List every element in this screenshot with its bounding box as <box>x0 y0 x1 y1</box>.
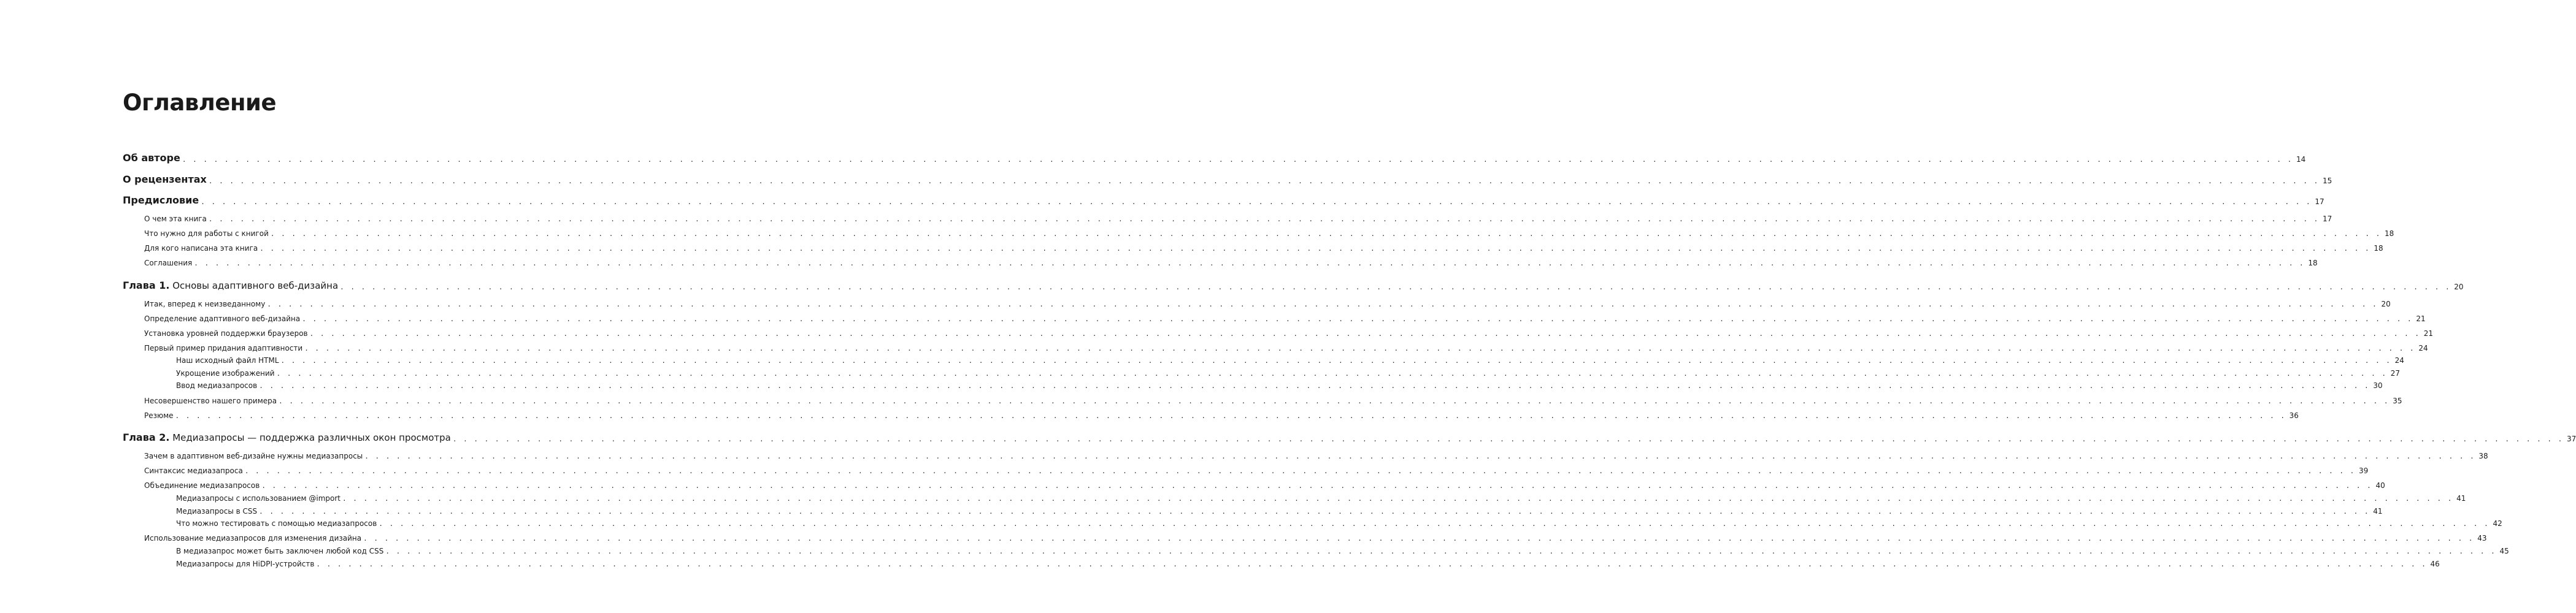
toc-entry-title: Что нужно для работы с книгой <box>144 229 269 238</box>
toc-entry-title: Определение адаптивного веб-дизайна <box>144 314 301 323</box>
chapter-title: Основы адаптивного веб-дизайна <box>172 280 339 291</box>
toc-entry[interactable] <box>176 489 2466 503</box>
toc-entry[interactable] <box>176 555 2440 568</box>
dot-leader: . . . . . . . . . . . . . . . . . . . . . . . . . . . . . . . . . . . . . . . . . . . . . . . . . . . . . . . . . . . . . . . . . . . . . . . . . . . . . . . . . . . . . . . . . . . . . . . . . . . . . . . . . . . . . . . . . . . . . . . . . . . . . . . . . . . . . . . . . . . . . . . . . . . . . . . . . . . . . . . . . . . . . . . . . . . . . . . . . . . . . . . . . . . . . . . . . . . . . . . . <box>364 452 2475 460</box>
dot-leader: . . . . . . . . . . . . . . . . . . . . . . . . . . . . . . . . . . . . . . . . . . . . . . . . . . . . . . . . . . . . . . . . . . . . . . . . . . . . . . . . . . . . . . . . . . . . . . . . . . . . . . . . . . . . . . . . . . . . . . . . . . . . . . . . . . . . . . . . . . . . . . . . . . . . . . . . . . . . . . . . . . . . . . . . . . . . . . . . . . . . . . . . . . . . . . . . . . . . . . . . <box>259 382 2370 390</box>
toc-entry-title: Зачем в адаптивном веб-дизайне нужны медиазапросы <box>144 452 363 460</box>
toc-entry[interactable] <box>144 406 2299 420</box>
page-number: 43 <box>2477 534 2487 543</box>
dot-leader: . . . . . . . . . . . . . . . . . . . . . . . . . . . . . . . . . . . . . . . . . . . . . . . . . . . . . . . . . . . . . . . . . . . . . . . . . . . . . . . . . . . . . . . . . . . . . . . . . . . . . . . . . . . . . . . . . . . . . . . . . . . . . . . . . . . . . . . . . . . . . . . . . . . . . . . . . . . . . . . . . . . . . . . . . . . . . . . . . . . . . . . . . . . . . . . . . . . . . . . . <box>259 508 2370 516</box>
toc-entry-title: О чем эта книга <box>144 215 207 223</box>
toc-chapter[interactable] <box>123 430 2576 443</box>
toc-entry-title: Объединение медиазапросов <box>144 481 260 490</box>
dot-leader: . . . . . . . . . . . . . . . . . . . . . . . . . . . . . . . . . . . . . . . . . . . . . . . . . . . . . . . . . . . . . . . . . . . . . . . . . . . . . . . . . . . . . . . . . . . . . . . . . . . . . . . . . . . . . . . . . . . . . . . . . . . . . . . . . . . . . . . . . . . . . . . . . . . . . . . . . . . . . . . . . . . . . . . . . . . . . . . . . . . . . . . . . . . . . . . . . . . . . . . . <box>280 357 2391 365</box>
toc-entry[interactable] <box>144 529 2487 543</box>
dot-leader: . . . . . . . . . . . . . . . . . . . . . . . . . . . . . . . . . . . . . . . . . . . . . . . . . . . . . . . . . . . . . . . . . . . . . . . . . . . . . . . . . . . . . . . . . . . . . . . . . . . . . . . . . . . . . . . . . . . . . . . . . . . . . . . . . . . . . . . . . . . . . . . . . . . . . . . . . . . . . . . . . . . . . . . . . . . . . . . . . . . . . . . . . . . . . . . . . . . . . . . . <box>182 156 2293 164</box>
dot-leader: . . . . . . . . . . . . . . . . . . . . . . . . . . . . . . . . . . . . . . . . . . . . . . . . . . . . . . . . . . . . . . . . . . . . . . . . . . . . . . . . . . . . . . . . . . . . . . . . . . . . . . . . . . . . . . . . . . . . . . . . . . . . . . . . . . . . . . . . . . . . . . . . . . . . . . . . . . . . . . . . . . . . . . . . . . . . . . . . . . . . . . . . . . . . . . . . . . . . . . . . <box>261 482 2372 490</box>
dot-leader: . . . . . . . . . . . . . . . . . . . . . . . . . . . . . . . . . . . . . . . . . . . . . . . . . . . . . . . . . . . . . . . . . . . . . . . . . . . . . . . . . . . . . . . . . . . . . . . . . . . . . . . . . . . . . . . . . . . . . . . . . . . . . . . . . . . . . . . . . . . . . . . . . . . . . . . . . . . . . . . . . . . . . . . . . . . . . . . . . . . . . . . . . . . . . . . . . . . . . . . . <box>276 370 2387 378</box>
toc-entry[interactable] <box>144 339 2428 352</box>
dot-leader: . . . . . . . . . . . . . . . . . . . . . . . . . . . . . . . . . . . . . . . . . . . . . . . . . . . . . . . . . . . . . . . . . . . . . . . . . . . . . . . . . . . . . . . . . . . . . . . . . . . . . . . . . . . . . . . . . . . . . . . . . . . . . . . . . . . . . . . . . . . . . . . . . . . . . . . . . . . . . . . . . . . . . . . . . . . . . . . . . . . . . . . . . . . . . . . . . . . . . . . . <box>260 245 2370 253</box>
page-number: 35 <box>2393 397 2402 405</box>
page-number: 17 <box>2315 197 2324 206</box>
page-number: 42 <box>2493 519 2502 528</box>
toc-entry-title: Синтаксис медиазапроса <box>144 466 243 475</box>
page-number: 17 <box>2323 215 2332 223</box>
dot-leader: . . . . . . . . . . . . . . . . . . . . . . . . . . . . . . . . . . . . . . . . . . . . . . . . . . . . . . . . . . . . . . . . . . . . . . . . . . . . . . . . . . . . . . . . . . . . . . . . . . . . . . . . . . . . . . . . . . . . . . . . . . . . . . . . . . . . . . . . . . . . . . . . . . . . . . . . . . . . . . . . . . . . . . . . . . . . . . . . . . . . . . . . . . . . . . . . . . . . . . . . <box>244 467 2356 475</box>
toc-entry[interactable] <box>176 542 2509 555</box>
page-number: 27 <box>2390 369 2400 378</box>
toc-entry-title: Соглашения <box>144 259 193 267</box>
toc-chapter[interactable] <box>123 278 2464 291</box>
toc-entry[interactable] <box>123 192 2324 206</box>
toc-entry[interactable] <box>144 239 2383 253</box>
toc-entry-title: Об авторе <box>123 152 180 164</box>
page-number: 38 <box>2478 452 2488 460</box>
page-number: 46 <box>2430 560 2440 568</box>
toc-entry-title: Установка уровней поддержки браузеров <box>144 329 308 338</box>
dot-leader: . . . . . . . . . . . . . . . . . . . . . . . . . . . . . . . . . . . . . . . . . . . . . . . . . . . . . . . . . . . . . . . . . . . . . . . . . . . . . . . . . . . . . . . . . . . . . . . . . . . . . . . . . . . . . . . . . . . . . . . . . . . . . . . . . . . . . . . . . . . . . . . . . . . . . . . . . . . . . . . . . . . . . . . . . . . . . . . . . . . . . . . . . . . . . . . . . . . . . . . . <box>194 259 2305 267</box>
chapter-number: Глава 1. <box>123 280 170 291</box>
dot-leader: . . . . . . . . . . . . . . . . . . . . . . . . . . . . . . . . . . . . . . . . . . . . . . . . . . . . . . . . . . . . . . . . . . . . . . . . . . . . . . . . . . . . . . . . . . . . . . . . . . . . . . . . . . . . . . . . . . . . . . . . . . . . . . . . . . . . . . . . . . . . . . . . . . . . . . . . . . . . . . . . . . . . . . . . . . . . . . . . . . . . . . . . . . . . . . . . . . . . . . . . <box>342 495 2453 503</box>
page-number: 24 <box>2418 344 2428 352</box>
page-number: 45 <box>2499 547 2509 555</box>
toc-entry-title: Первый пример придания адаптивности <box>144 344 303 352</box>
dot-leader: . . . . . . . . . . . . . . . . . . . . . . . . . . . . . . . . . . . . . . . . . . . . . . . . . . . . . . . . . . . . . . . . . . . . . . . . . . . . . . . . . . . . . . . . . . . . . . . . . . . . . . . . . . . . . . . . . . . . . . . . . . . . . . . . . . . . . . . . . . . . . . . . . . . . . . . . . . . . . . . . . . . . . . . . . . . . . . . . . . . . . . . . . . . . . . . . . . . . . . . . <box>302 315 2413 323</box>
toc-entry[interactable] <box>144 210 2332 223</box>
chapter-number: Глава 2. <box>123 432 170 443</box>
page-number: 18 <box>2308 259 2318 267</box>
toc-entry[interactable] <box>144 476 2385 490</box>
page-number: 18 <box>2374 244 2383 253</box>
toc-entry-title: Что можно тестировать с помощью медиазапросов <box>176 519 377 528</box>
toc-entry[interactable] <box>176 376 2383 390</box>
toc-entry-title: Резюме <box>144 411 174 420</box>
toc-entry[interactable] <box>176 514 2502 528</box>
toc-entry[interactable] <box>144 310 2426 323</box>
page-number: 15 <box>2322 177 2332 185</box>
toc-entry[interactable] <box>144 224 2394 238</box>
toc-entry-title: О рецензентах <box>123 173 207 185</box>
toc-entry[interactable] <box>144 295 2391 308</box>
toc-entry[interactable] <box>144 392 2402 405</box>
toc-entry-title: Использование медиазапросов для изменения дизайна <box>144 534 362 543</box>
dot-leader: . . . . . . . . . . . . . . . . . . . . . . . . . . . . . . . . . . . . . . . . . . . . . . . . . . . . . . . . . . . . . . . . . . . . . . . . . . . . . . . . . . . . . . . . . . . . . . . . . . . . . . . . . . . . . . . . . . . . . . . . . . . . . . . . . . . . . . . . . . . . . . . . . . . . . . . . . . . . . . . . . . . . . . . . . . . . . . . . . . . . . . . . . . . . . . . . . . . . . . . . <box>340 283 2451 291</box>
toc-entry[interactable] <box>144 462 2369 475</box>
toc-entry-title: Укрощение изображений <box>176 369 275 378</box>
dot-leader: . . . . . . . . . . . . . . . . . . . . . . . . . . . . . . . . . . . . . . . . . . . . . . . . . . . . . . . . . . . . . . . . . . . . . . . . . . . . . . . . . . . . . . . . . . . . . . . . . . . . . . . . . . . . . . . . . . . . . . . . . . . . . . . . . . . . . . . . . . . . . . . . . . . . . . . . . . . . . . . . . . . . . . . . . . . . . . . . . . . . . . . . . . . . . . . . . . . . . . . . <box>452 435 2564 443</box>
page-number: 14 <box>2296 155 2306 164</box>
toc-entry[interactable] <box>176 351 2404 365</box>
page-number: 20 <box>2454 283 2464 291</box>
dot-leader: . . . . . . . . . . . . . . . . . . . . . . . . . . . . . . . . . . . . . . . . . . . . . . . . . . . . . . . . . . . . . . . . . . . . . . . . . . . . . . . . . . . . . . . . . . . . . . . . . . . . . . . . . . . . . . . . . . . . . . . . . . . . . . . . . . . . . . . . . . . . . . . . . . . . . . . . . . . . . . . . . . . . . . . . . . . . . . . . . . . . . . . . . . . . . . . . . . . . . . . . <box>279 397 2390 405</box>
page-title: Оглавление <box>123 89 277 116</box>
page-number: 21 <box>2423 329 2434 338</box>
page-number: 39 <box>2358 466 2369 475</box>
toc-entry[interactable] <box>144 324 2434 338</box>
dot-leader: . . . . . . . . . . . . . . . . . . . . . . . . . . . . . . . . . . . . . . . . . . . . . . . . . . . . . . . . . . . . . . . . . . . . . . . . . . . . . . . . . . . . . . . . . . . . . . . . . . . . . . . . . . . . . . . . . . . . . . . . . . . . . . . . . . . . . . . . . . . . . . . . . . . . . . . . . . . . . . . . . . . . . . . . . . . . . . . . . . . . . . . . . . . . . . . . . . . . . . . . <box>316 560 2427 568</box>
page-number: 37 <box>2567 435 2576 443</box>
toc-entry-title: Медиазапросы для HiDPI-устройств <box>176 560 315 568</box>
toc-entry-title: Наш исходный файл HTML <box>176 356 279 365</box>
page-number: 20 <box>2381 300 2391 308</box>
toc-entry[interactable] <box>123 150 2306 164</box>
toc-entry[interactable] <box>144 254 2318 267</box>
page-number: 40 <box>2375 481 2385 490</box>
toc-entry-title: Итак, вперед к неизведанному <box>144 300 266 308</box>
toc-entry[interactable] <box>176 502 2383 516</box>
dot-leader: . . . . . . . . . . . . . . . . . . . . . . . . . . . . . . . . . . . . . . . . . . . . . . . . . . . . . . . . . . . . . . . . . . . . . . . . . . . . . . . . . . . . . . . . . . . . . . . . . . . . . . . . . . . . . . . . . . . . . . . . . . . . . . . . . . . . . . . . . . . . . . . . . . . . . . . . . . . . . . . . . . . . . . . . . . . . . . . . . . . . . . . . . . . . . . . . . . . . . . . . <box>208 177 2320 185</box>
toc-entry[interactable] <box>144 447 2488 460</box>
dot-leader: . . . . . . . . . . . . . . . . . . . . . . . . . . . . . . . . . . . . . . . . . . . . . . . . . . . . . . . . . . . . . . . . . . . . . . . . . . . . . . . . . . . . . . . . . . . . . . . . . . . . . . . . . . . . . . . . . . . . . . . . . . . . . . . . . . . . . . . . . . . . . . . . . . . . . . . . . . . . . . . . . . . . . . . . . . . . . . . . . . . . . . . . . . . . . . . . . . . . . . . . <box>270 230 2382 238</box>
page-number: 24 <box>2394 356 2404 365</box>
toc-entry-title <box>123 432 451 443</box>
dot-leader: . . . . . . . . . . . . . . . . . . . . . . . . . . . . . . . . . . . . . . . . . . . . . . . . . . . . . . . . . . . . . . . . . . . . . . . . . . . . . . . . . . . . . . . . . . . . . . . . . . . . . . . . . . . . . . . . . . . . . . . . . . . . . . . . . . . . . . . . . . . . . . . . . . . . . . . . . . . . . . . . . . . . . . . . . . . . . . . . . . . . . . . . . . . . . . . . . . . . . . . . <box>304 345 2415 352</box>
toc-entry-title: Ввод медиазапросов <box>176 381 258 390</box>
dot-leader: . . . . . . . . . . . . . . . . . . . . . . . . . . . . . . . . . . . . . . . . . . . . . . . . . . . . . . . . . . . . . . . . . . . . . . . . . . . . . . . . . . . . . . . . . . . . . . . . . . . . . . . . . . . . . . . . . . . . . . . . . . . . . . . . . . . . . . . . . . . . . . . . . . . . . . . . . . . . . . . . . . . . . . . . . . . . . . . . . . . . . . . . . . . . . . . . . . . . . . . . <box>208 215 2320 223</box>
dot-leader: . . . . . . . . . . . . . . . . . . . . . . . . . . . . . . . . . . . . . . . . . . . . . . . . . . . . . . . . . . . . . . . . . . . . . . . . . . . . . . . . . . . . . . . . . . . . . . . . . . . . . . . . . . . . . . . . . . . . . . . . . . . . . . . . . . . . . . . . . . . . . . . . . . . . . . . . . . . . . . . . . . . . . . . . . . . . . . . . . . . . . . . . . . . . . . . . . . . . . . . . <box>267 300 2378 308</box>
toc-entry[interactable] <box>176 364 2400 378</box>
page-number: 30 <box>2373 381 2383 390</box>
toc-entry-title: В медиазапрос может быть заключен любой код CSS <box>176 547 384 555</box>
toc-entry-title: Медиазапросы с использованием @import <box>176 494 341 503</box>
page-number: 21 <box>2416 314 2426 323</box>
toc-entry[interactable] <box>123 172 2332 185</box>
toc-entry-title: Несовершенство нашего примера <box>144 397 277 405</box>
toc-entry-title: Предисловие <box>123 194 199 206</box>
page-number: 36 <box>2289 411 2299 420</box>
page-number: 41 <box>2456 494 2466 503</box>
toc-entry-title <box>123 280 338 291</box>
toc-entry-title: Медиазапросы в CSS <box>176 507 258 516</box>
toc-entry-title: Для кого написана эта книга <box>144 244 258 253</box>
page-number: 41 <box>2373 507 2383 516</box>
page-number: 18 <box>2385 229 2394 238</box>
dot-leader: . . . . . . . . . . . . . . . . . . . . . . . . . . . . . . . . . . . . . . . . . . . . . . . . . . . . . . . . . . . . . . . . . . . . . . . . . . . . . . . . . . . . . . . . . . . . . . . . . . . . . . . . . . . . . . . . . . . . . . . . . . . . . . . . . . . . . . . . . . . . . . . . . . . . . . . . . . . . . . . . . . . . . . . . . . . . . . . . . . . . . . . . . . . . . . . . . . . . . . . . <box>385 547 2496 555</box>
dot-leader: . . . . . . . . . . . . . . . . . . . . . . . . . . . . . . . . . . . . . . . . . . . . . . . . . . . . . . . . . . . . . . . . . . . . . . . . . . . . . . . . . . . . . . . . . . . . . . . . . . . . . . . . . . . . . . . . . . . . . . . . . . . . . . . . . . . . . . . . . . . . . . . . . . . . . . . . . . . . . . . . . . . . . . . . . . . . . . . . . . . . . . . . . . . . . . . . . . . . . . . . <box>175 412 2286 420</box>
dot-leader: . . . . . . . . . . . . . . . . . . . . . . . . . . . . . . . . . . . . . . . . . . . . . . . . . . . . . . . . . . . . . . . . . . . . . . . . . . . . . . . . . . . . . . . . . . . . . . . . . . . . . . . . . . . . . . . . . . . . . . . . . . . . . . . . . . . . . . . . . . . . . . . . . . . . . . . . . . . . . . . . . . . . . . . . . . . . . . . . . . . . . . . . . . . . . . . . . . . . . . . . <box>201 198 2312 206</box>
dot-leader: . . . . . . . . . . . . . . . . . . . . . . . . . . . . . . . . . . . . . . . . . . . . . . . . . . . . . . . . . . . . . . . . . . . . . . . . . . . . . . . . . . . . . . . . . . . . . . . . . . . . . . . . . . . . . . . . . . . . . . . . . . . . . . . . . . . . . . . . . . . . . . . . . . . . . . . . . . . . . . . . . . . . . . . . . . . . . . . . . . . . . . . . . . . . . . . . . . . . . . . . <box>363 535 2474 543</box>
dot-leader: . . . . . . . . . . . . . . . . . . . . . . . . . . . . . . . . . . . . . . . . . . . . . . . . . . . . . . . . . . . . . . . . . . . . . . . . . . . . . . . . . . . . . . . . . . . . . . . . . . . . . . . . . . . . . . . . . . . . . . . . . . . . . . . . . . . . . . . . . . . . . . . . . . . . . . . . . . . . . . . . . . . . . . . . . . . . . . . . . . . . . . . . . . . . . . . . . . . . . . . . <box>379 520 2489 528</box>
chapter-title: Медиазапросы — поддержка различных окон просмотра <box>172 432 451 443</box>
dot-leader: . . . . . . . . . . . . . . . . . . . . . . . . . . . . . . . . . . . . . . . . . . . . . . . . . . . . . . . . . . . . . . . . . . . . . . . . . . . . . . . . . . . . . . . . . . . . . . . . . . . . . . . . . . . . . . . . . . . . . . . . . . . . . . . . . . . . . . . . . . . . . . . . . . . . . . . . . . . . . . . . . . . . . . . . . . . . . . . . . . . . . . . . . . . . . . . . . . . . . . . . <box>309 330 2421 338</box>
